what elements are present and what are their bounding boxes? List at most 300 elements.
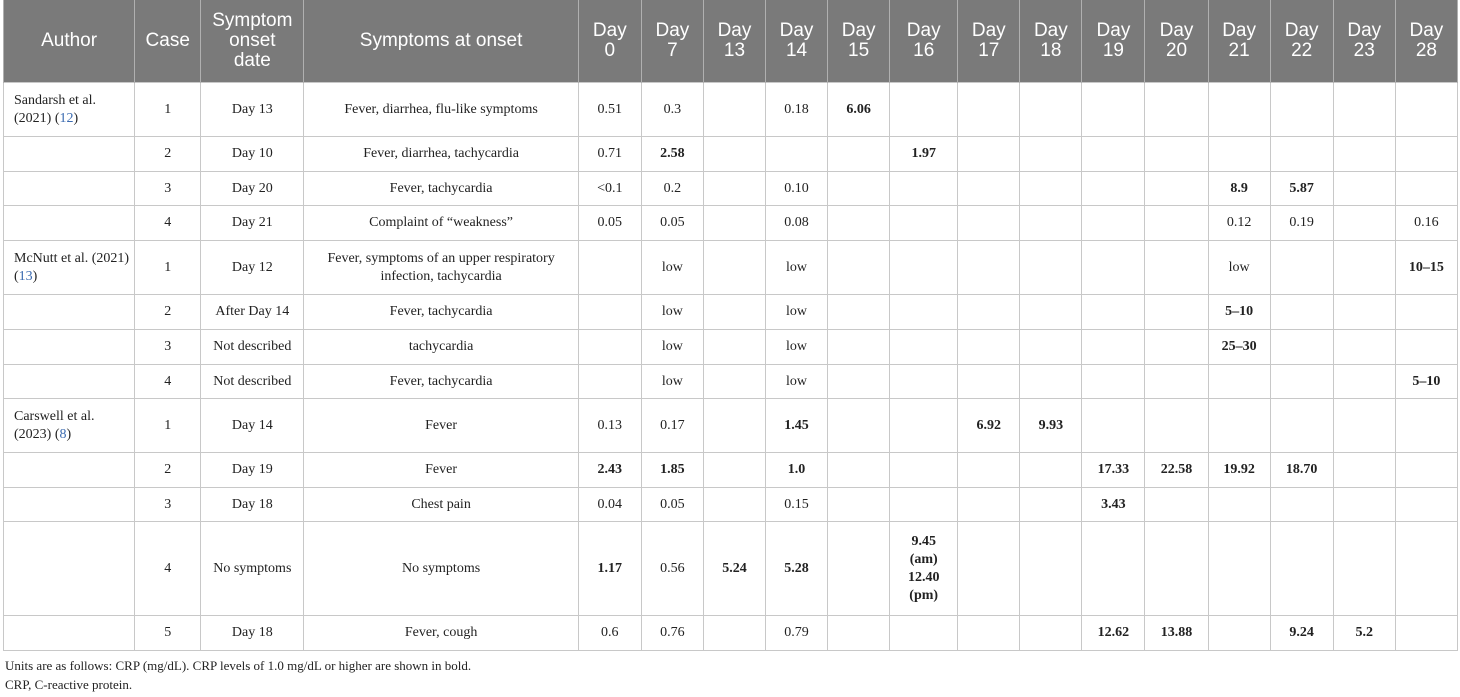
column-header-text: Day: [971, 20, 1006, 41]
table-row: [4, 206, 1458, 241]
crp-value-cell: 6.06: [828, 83, 890, 137]
crp-value-cell: [703, 241, 765, 295]
column-header-text: Day: [1409, 20, 1444, 41]
crp-value-cell: [1145, 206, 1208, 241]
crp-value-cell: [1145, 330, 1208, 365]
crp-value-cell: [958, 172, 1020, 206]
crp-value-cell: [703, 616, 765, 651]
crp-value-cell: 0.16: [1395, 206, 1457, 241]
onset-cell: Day 20: [201, 172, 304, 206]
crp-value-cell: [703, 206, 765, 241]
crp-value-cell: [828, 522, 890, 616]
crp-value-cell: 0.12: [1208, 206, 1270, 241]
onset-cell: Day 21: [201, 206, 304, 241]
crp-value-cell: 17.33: [1082, 453, 1145, 488]
table-row: [4, 330, 1458, 365]
crp-value-cell: 0.10: [766, 172, 828, 206]
symptoms-cell: Fever: [304, 399, 578, 453]
crp-value-cell: [890, 488, 958, 522]
crp-value-cell: [1333, 83, 1395, 137]
table-row: [4, 488, 1458, 522]
column-header: [1082, 0, 1145, 83]
crp-value-cell: [703, 365, 765, 399]
crp-value-cell: [1020, 522, 1082, 616]
column-header-text: onset: [229, 30, 276, 51]
case-cell: 2: [135, 137, 201, 172]
onset-cell: Day 14: [201, 399, 304, 453]
crp-value-cell: [1270, 295, 1333, 330]
crp-value-cell: [828, 172, 890, 206]
crp-data-table: [3, 0, 1458, 651]
onset-cell: Not described: [201, 365, 304, 399]
crp-value-cell: 0.17: [641, 399, 703, 453]
crp-value-cell: [1145, 137, 1208, 172]
crp-value-cell: 0.13: [578, 399, 641, 453]
crp-value-cell: [890, 83, 958, 137]
column-header: [703, 0, 765, 83]
symptoms-cell: tachycardia: [304, 330, 578, 365]
column-header-text: Day: [1159, 20, 1194, 41]
onset-cell: After Day 14: [201, 295, 304, 330]
case-cell: 2: [135, 295, 201, 330]
column-header-text: Day: [655, 20, 690, 41]
reference-close: ): [32, 268, 38, 284]
crp-value-cell: [1333, 172, 1395, 206]
crp-value-cell: 0.05: [578, 206, 641, 241]
crp-value-cell: 10–15: [1395, 241, 1457, 295]
crp-value-cell: [1082, 241, 1145, 295]
crp-value-cell: [578, 295, 641, 330]
table-body: [4, 83, 1458, 651]
crp-value-cell: [1395, 399, 1457, 453]
onset-cell: Day 10: [201, 137, 304, 172]
crp-value-cell: [958, 365, 1020, 399]
author-cell: [4, 616, 135, 651]
column-header-text: Day: [592, 20, 627, 41]
table-row: [4, 522, 1458, 616]
crp-value-cell: [828, 206, 890, 241]
crp-value-cell: [1145, 83, 1208, 137]
crp-value-cell: [1270, 83, 1333, 137]
abbreviation-footnote: CRP, C-reactive protein.: [5, 677, 133, 692]
crp-value-cell: 9.93: [1020, 399, 1082, 453]
crp-value-cell: [890, 365, 958, 399]
crp-value-cell: [958, 488, 1020, 522]
crp-value-cell: [958, 295, 1020, 330]
author-cell: [4, 330, 135, 365]
crp-value-cell: [1082, 172, 1145, 206]
crp-value-cell: 18.70: [1270, 453, 1333, 488]
author-cell: [4, 295, 135, 330]
crp-value-cell: [1020, 295, 1082, 330]
crp-value-cell: 1.85: [641, 453, 703, 488]
onset-cell: Day 12: [201, 241, 304, 295]
column-header-text: 19: [1102, 40, 1124, 61]
crp-value-cell: [828, 616, 890, 651]
crp-value-cell: [703, 330, 765, 365]
crp-value-cell: [1208, 616, 1270, 651]
crp-value-cell: [1270, 137, 1333, 172]
crp-value-cell: low: [641, 295, 703, 330]
reference-link[interactable]: 8: [59, 426, 67, 442]
crp-value-cell: 5–10: [1208, 295, 1270, 330]
crp-value-cell: [1145, 488, 1208, 522]
crp-value-cell: [1395, 83, 1457, 137]
crp-value-cell: [1395, 330, 1457, 365]
table-footnotes: [5, 656, 1460, 694]
crp-value-cell: 0.51: [578, 83, 641, 137]
crp-value-cell: [703, 453, 765, 488]
crp-value-cell: [1395, 137, 1457, 172]
crp-value-cell: [828, 399, 890, 453]
crp-value-cell: 0.6: [578, 616, 641, 651]
column-header-text: 20: [1165, 40, 1188, 61]
crp-value-cell: [1145, 522, 1208, 616]
crp-value-cell: [1020, 365, 1082, 399]
author-cell: [4, 137, 135, 172]
symptoms-cell: Fever, symptoms of an upper respiratory infection, tachycardia: [304, 241, 578, 295]
crp-value-cell: [1208, 488, 1270, 522]
column-header-text: 21: [1228, 40, 1250, 61]
crp-value-cell: [1333, 488, 1395, 522]
reference-link[interactable]: 12: [59, 110, 74, 126]
crp-value-cell: [890, 295, 958, 330]
column-header-text: Day: [906, 20, 941, 41]
symptoms-cell: Fever, diarrhea, tachycardia: [304, 137, 578, 172]
column-header: [135, 0, 201, 83]
column-header-text: 17: [978, 40, 1000, 61]
crp-value-cell: [578, 330, 641, 365]
crp-value-cell: [1082, 330, 1145, 365]
table-row: [4, 399, 1458, 453]
symptoms-cell: Fever, cough: [304, 616, 578, 651]
column-header-text: 14: [785, 40, 808, 61]
crp-value-cell: 22.58: [1145, 453, 1208, 488]
onset-cell: No symptoms: [201, 522, 304, 616]
column-header: [1333, 0, 1395, 83]
author-cell: [4, 453, 135, 488]
case-cell: 3: [135, 172, 201, 206]
crp-value-cell: [828, 365, 890, 399]
crp-value-cell: [1333, 241, 1395, 295]
table-row: [4, 295, 1458, 330]
onset-cell: Day 19: [201, 453, 304, 488]
crp-value-cell: [1020, 616, 1082, 651]
crp-value-cell: [1208, 399, 1270, 453]
crp-value-cell: low: [641, 365, 703, 399]
column-header-text: 13: [723, 40, 746, 61]
crp-value-cell: [766, 137, 828, 172]
column-header: [1395, 0, 1457, 83]
onset-cell: Day 18: [201, 488, 304, 522]
crp-value-cell: low: [766, 330, 828, 365]
crp-value-cell: low: [641, 241, 703, 295]
author-cell: [4, 206, 135, 241]
crp-value-cell: [1082, 206, 1145, 241]
crp-value-cell: [828, 295, 890, 330]
crp-value-cell: 2.43: [578, 453, 641, 488]
crp-value-cell: [1208, 365, 1270, 399]
crp-value-cell: 5–10: [1395, 365, 1457, 399]
column-header-text: 16: [913, 40, 935, 61]
crp-value-cell: low: [766, 241, 828, 295]
column-header-text: Day: [1222, 20, 1256, 41]
crp-value-cell: [1395, 488, 1457, 522]
crp-value-cell: [828, 241, 890, 295]
crp-value-cell: [958, 522, 1020, 616]
crp-value-cell: [1333, 522, 1395, 616]
crp-value-cell: 5.24: [703, 522, 765, 616]
column-header-text: Symptoms at onset: [359, 30, 523, 51]
case-cell: 3: [135, 330, 201, 365]
column-header: [641, 0, 703, 83]
crp-value-cell: [1020, 453, 1082, 488]
column-header-text: 23: [1353, 40, 1375, 61]
crp-value-cell: [1395, 295, 1457, 330]
table-row: [4, 137, 1458, 172]
crp-value-cell: [703, 295, 765, 330]
crp-value-cell: [1082, 522, 1145, 616]
onset-cell: Not described: [201, 330, 304, 365]
crp-value-cell: [958, 137, 1020, 172]
column-header: [766, 0, 828, 83]
crp-value-cell: [890, 453, 958, 488]
crp-value-cell: [1145, 172, 1208, 206]
case-cell: 4: [135, 206, 201, 241]
crp-value-cell: [1020, 330, 1082, 365]
case-cell: 5: [135, 616, 201, 651]
crp-value-cell: [958, 83, 1020, 137]
crp-value-cell: 0.76: [641, 616, 703, 651]
column-header-text: Day: [841, 20, 876, 41]
table-row: [4, 616, 1458, 651]
crp-value-cell: 2.58: [641, 137, 703, 172]
column-header-text: 18: [1040, 40, 1062, 61]
crp-value-cell: [1333, 137, 1395, 172]
crp-value-cell: [703, 137, 765, 172]
column-header-text: 22: [1291, 40, 1313, 61]
crp-value-cell: [890, 172, 958, 206]
crp-value-cell: [890, 241, 958, 295]
column-header-text: Day: [1284, 20, 1319, 41]
crp-value-cell: [1395, 522, 1457, 616]
crp-value-cell: 0.2: [641, 172, 703, 206]
crp-value-cell: [1333, 330, 1395, 365]
crp-value-cell: 8.9: [1208, 172, 1270, 206]
column-header: [1020, 0, 1082, 83]
crp-value-cell: [890, 330, 958, 365]
column-header-text: Day: [1347, 20, 1382, 41]
crp-value-cell: [1208, 137, 1270, 172]
crp-value-cell: [1020, 206, 1082, 241]
column-header-text: 15: [848, 40, 870, 61]
crp-value-cell: [1333, 453, 1395, 488]
crp-value-cell: [828, 453, 890, 488]
crp-value-cell: [703, 83, 765, 137]
crp-value-cell: [1020, 83, 1082, 137]
crp-value-cell: 0.56: [641, 522, 703, 616]
crp-value-cell: [1333, 206, 1395, 241]
author-name: Sandarsh et al. (2021) (: [14, 92, 97, 126]
symptoms-cell: Fever, diarrhea, flu-like symptoms: [304, 83, 578, 137]
case-cell: 2: [135, 453, 201, 488]
crp-value-cell: [703, 399, 765, 453]
column-header-text: 28: [1415, 40, 1437, 61]
crp-value-cell: [1082, 137, 1145, 172]
column-header-text: Day: [1096, 20, 1131, 41]
crp-value-cell: 13.88: [1145, 616, 1208, 651]
table-row: [4, 241, 1458, 295]
crp-value-cell: [1395, 453, 1457, 488]
crp-value-cell: [958, 241, 1020, 295]
symptoms-cell: Fever, tachycardia: [304, 365, 578, 399]
crp-value-cell: 6.92: [958, 399, 1020, 453]
column-header-text: Day: [779, 20, 814, 41]
crp-value-cell: [703, 172, 765, 206]
onset-cell: Day 18: [201, 616, 304, 651]
crp-value-cell: [1145, 365, 1208, 399]
onset-cell: Day 13: [201, 83, 304, 137]
crp-value-cell: [828, 137, 890, 172]
author-cell: [4, 522, 135, 616]
column-header-text: 0: [604, 40, 616, 61]
crp-value-cell: [1208, 522, 1270, 616]
column-header: [828, 0, 890, 83]
crp-value-cell: 0.71: [578, 137, 641, 172]
crp-value-cell: [1020, 137, 1082, 172]
crp-value-cell: [1395, 616, 1457, 651]
column-header-text: Day: [1033, 20, 1068, 41]
crp-value-cell: [1082, 399, 1145, 453]
crp-value-cell: [1145, 295, 1208, 330]
crp-value-cell: 0.79: [766, 616, 828, 651]
crp-value-cell: [1145, 241, 1208, 295]
symptoms-cell: Fever: [304, 453, 578, 488]
author-cell: [4, 399, 135, 453]
units-footnote: Units are as follows: CRP (mg/dL). CRP levels of 1.0 mg/dL or higher are shown in bold.: [5, 658, 472, 673]
author-cell: [4, 172, 135, 206]
crp-value-cell: [1020, 241, 1082, 295]
crp-value-cell: 5.28: [766, 522, 828, 616]
case-cell: 3: [135, 488, 201, 522]
crp-value-cell: [828, 488, 890, 522]
column-header: [4, 0, 135, 83]
crp-value-cell: [578, 241, 641, 295]
column-header-text: 7: [667, 40, 678, 61]
table-row: [4, 83, 1458, 137]
crp-value-cell: <0.1: [578, 172, 641, 206]
crp-value-cell: [1020, 172, 1082, 206]
column-header: [1270, 0, 1333, 83]
crp-value-cell: low: [766, 365, 828, 399]
crp-value-cell: [1333, 295, 1395, 330]
symptoms-cell: Complaint of “weakness”: [304, 206, 578, 241]
crp-value-cell: [1208, 83, 1270, 137]
crp-value-cell: low: [1208, 241, 1270, 295]
crp-value-cell: [1270, 522, 1333, 616]
crp-value-cell: [703, 488, 765, 522]
crp-value-cell: [1270, 365, 1333, 399]
crp-value-cell: 12.62: [1082, 616, 1145, 651]
author-name: Carswell et al. (2023) (: [14, 408, 95, 442]
crp-value-cell: [890, 616, 958, 651]
crp-value-cell: 1.45: [766, 399, 828, 453]
table-row: [4, 453, 1458, 488]
case-cell: 4: [135, 522, 201, 616]
crp-value-cell: [1333, 399, 1395, 453]
case-cell: 1: [135, 83, 201, 137]
crp-value-cell: [890, 399, 958, 453]
case-cell: 1: [135, 241, 201, 295]
crp-value-cell: [1270, 330, 1333, 365]
crp-value-cell: 0.08: [766, 206, 828, 241]
crp-value-cell: 25–30: [1208, 330, 1270, 365]
column-header-text: Symptom: [212, 10, 293, 31]
crp-value-cell: 19.92: [1208, 453, 1270, 488]
case-cell: 4: [135, 365, 201, 399]
crp-value-cell: [828, 330, 890, 365]
column-header-text: Case: [145, 30, 190, 51]
crp-value-cell: 3.43: [1082, 488, 1145, 522]
crp-value-cell: [1395, 172, 1457, 206]
crp-value-cell: [1270, 488, 1333, 522]
crp-value-cell: [1270, 399, 1333, 453]
crp-value-cell: 1.0: [766, 453, 828, 488]
crp-value-cell: [1270, 241, 1333, 295]
author-cell: [4, 365, 135, 399]
crp-value-cell: [1145, 399, 1208, 453]
crp-value-cell: 0.15: [766, 488, 828, 522]
crp-value-cell: [578, 365, 641, 399]
author-cell: [4, 241, 135, 295]
crp-value-cell: low: [641, 330, 703, 365]
crp-value-cell: [958, 453, 1020, 488]
crp-value-cell: [958, 206, 1020, 241]
author-cell: [4, 83, 135, 137]
crp-value-cell: [1082, 295, 1145, 330]
crp-value-cell: 9.45 (am) 12.40 (pm): [890, 522, 958, 616]
crp-value-cell: 0.05: [641, 488, 703, 522]
reference-close: ): [73, 110, 79, 126]
crp-value-cell: 0.19: [1270, 206, 1333, 241]
column-header: [890, 0, 958, 83]
crp-value-cell: 5.87: [1270, 172, 1333, 206]
table-header-row: [4, 0, 1458, 83]
crp-value-cell: 0.04: [578, 488, 641, 522]
crp-value-cell: 1.97: [890, 137, 958, 172]
crp-value-cell: [958, 330, 1020, 365]
crp-value-cell: [1082, 83, 1145, 137]
crp-value-cell: [1020, 488, 1082, 522]
column-header: [1145, 0, 1208, 83]
symptoms-cell: No symptoms: [304, 522, 578, 616]
crp-value-cell: 5.2: [1333, 616, 1395, 651]
column-header: [1208, 0, 1270, 83]
table-row: [4, 365, 1458, 399]
crp-value-cell: 9.24: [1270, 616, 1333, 651]
case-cell: 1: [135, 399, 201, 453]
symptoms-cell: Fever, tachycardia: [304, 295, 578, 330]
crp-value-cell: [958, 616, 1020, 651]
crp-value-cell: 0.05: [641, 206, 703, 241]
crp-value-cell: [1333, 365, 1395, 399]
crp-value-cell: 1.17: [578, 522, 641, 616]
reference-link[interactable]: 13: [18, 268, 33, 284]
reference-close: ): [66, 426, 72, 442]
author-cell: [4, 488, 135, 522]
crp-value-cell: [1082, 365, 1145, 399]
column-header: [304, 0, 578, 83]
